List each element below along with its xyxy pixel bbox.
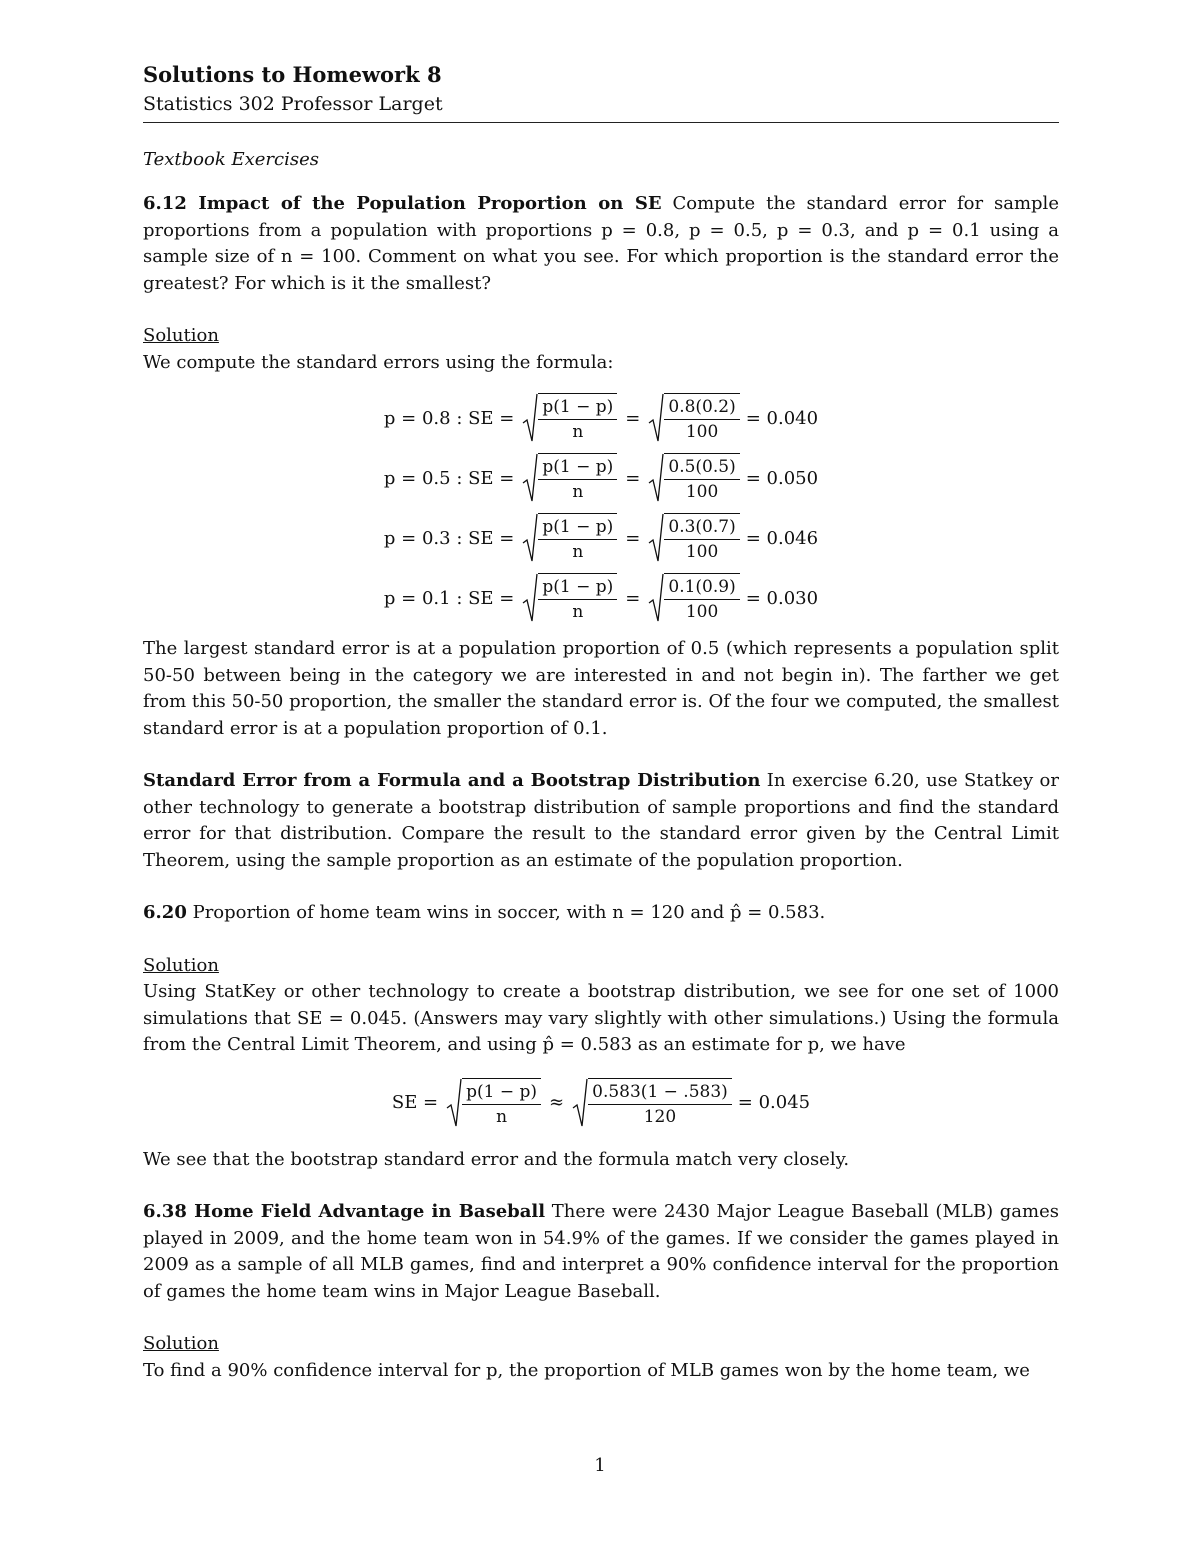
equation-block-6-12 — [143, 388, 1059, 628]
equation-line — [143, 508, 1059, 568]
radical-sign-icon — [522, 513, 538, 563]
eq-result: = 0.040 — [745, 407, 819, 429]
exercise-6-38-body: There were 2430 Major League Baseball (MLB) games played in 2009, and the home team won in 54.9% of the games. If we consider the games played in 2009 as a sample of all MLB games, find and interpret a 90% confidence interval for the proportion of games the home team wins in Major League Baseball. — [143, 1201, 1059, 1302]
eq-lhs: p = 0.5 : SE = — [383, 467, 515, 489]
solution-label-6-38 — [143, 1331, 1059, 1358]
eq-result: = 0.046 — [745, 527, 819, 549]
sqrt-generic — [522, 453, 617, 503]
eq-lhs: p = 0.3 : SE = — [383, 527, 515, 549]
equation-line — [143, 568, 1059, 628]
eq-result: = 0.045 — [737, 1092, 811, 1113]
exercise-6-12 — [143, 191, 1059, 297]
radical-sign-icon — [648, 453, 664, 503]
frac-numerator: p(1 − p) — [538, 396, 617, 420]
solution-intro-6-12: We compute the standard errors using the formula: — [143, 351, 614, 373]
solution-text-6-20: Using StatKey or other technology to create a bootstrap distribution, we see for one set of 1000 simulations that SE = 0.045. (Answers may vary slightly with other simulations.) Using the formula from the Central Limit Theorem, and using p̂ = 0.583 as an estimate for p, we have — [143, 981, 1059, 1055]
document-page — [143, 60, 1059, 1384]
exercise-6-38 — [143, 1199, 1059, 1305]
equation-6-20 — [143, 1067, 1059, 1139]
document-title: Solutions to Homework 8 — [143, 62, 442, 87]
closing-6-20: We see that the bootstrap standard error and the formula match very closely. — [143, 1148, 850, 1170]
page-number: 1 — [594, 1455, 606, 1476]
frac-numerator: p(1 − p) — [538, 576, 617, 600]
header-rule — [143, 122, 1059, 123]
frac-denominator: n — [572, 602, 584, 622]
equation-line — [143, 448, 1059, 508]
radical-sign-icon — [648, 513, 664, 563]
solution-text-6-38: To find a 90% confidence interval for p, the proportion of MLB games won by the home team, we — [143, 1359, 1030, 1381]
radical-sign-icon — [572, 1078, 588, 1128]
frac-denominator: 100 — [685, 602, 719, 622]
equation-line — [143, 388, 1059, 448]
exercise-6-20 — [143, 900, 1059, 927]
conclusion-6-12: The largest standard error is at a population proportion of 0.5 (which represents a population split 50-50 between being in the category we are interested in and not begin in). The farther we get from this 50-50 proportion, the smaller the standard error is. Of the four we computed, the smallest standard error is at a population proportion of 0.1. — [143, 638, 1059, 739]
frac-numerator: 0.8(0.2) — [664, 396, 739, 420]
solution-label: Solution — [143, 325, 219, 346]
solution-label: Solution — [143, 954, 219, 976]
sqrt-numeric — [572, 1078, 732, 1128]
sqrt-generic — [522, 513, 617, 563]
se-bootstrap-exercise — [143, 768, 1059, 874]
sqrt-generic — [446, 1078, 541, 1128]
exercise-6-12-heading: 6.12 Impact of the Population Proportion on SE — [143, 193, 662, 214]
radical-sign-icon — [648, 573, 664, 623]
sqrt-numeric — [648, 513, 739, 563]
sqrt-numeric — [648, 573, 739, 623]
radical-sign-icon — [522, 573, 538, 623]
sqrt-generic — [522, 573, 617, 623]
solution-label: Solution — [143, 1333, 219, 1354]
se-bootstrap-heading: Standard Error from a Formula and a Bootstrap Distribution — [143, 770, 761, 791]
frac-numerator: p(1 − p) — [538, 456, 617, 480]
sqrt-numeric — [648, 393, 739, 443]
exercise-6-20-body: Proportion of home team wins in soccer, with n = 120 and p̂ = 0.583. — [192, 902, 826, 923]
equals-sign: = — [625, 407, 641, 429]
frac-numerator: 0.5(0.5) — [664, 456, 739, 480]
frac-denominator: 100 — [685, 542, 719, 562]
frac-denominator: n — [496, 1106, 508, 1127]
se-bootstrap-body: In exercise 6.20, use Statkey or other technology to generate a bootstrap distribution of sample proportions and find the standard error for that distribution. Compare the result to the standard error given by the Central Limit Theorem, using the sample proportion as an estimate of the population proportion. — [143, 770, 1059, 871]
frac-numerator: 0.583(1 − .583) — [588, 1081, 732, 1105]
frac-numerator: 0.3(0.7) — [664, 516, 739, 540]
frac-denominator: n — [572, 482, 584, 502]
solution-label-6-20 — [143, 953, 1059, 980]
equals-sign: = — [625, 467, 641, 489]
eq-result: = 0.030 — [745, 587, 819, 609]
eq-lhs: p = 0.8 : SE = — [383, 407, 515, 429]
frac-numerator: p(1 − p) — [462, 1081, 541, 1105]
frac-denominator: 100 — [685, 482, 719, 502]
eq-lhs: p = 0.1 : SE = — [383, 587, 515, 609]
eq-result: = 0.050 — [745, 467, 819, 489]
solution-label-6-12 — [143, 323, 1059, 350]
sqrt-generic — [522, 393, 617, 443]
frac-numerator: p(1 − p) — [538, 516, 617, 540]
exercise-6-12-body: Compute the standard error for sample proportions from a population with proportions p = 0.8, p = 0.5, p = 0.3, and p = 0.1 using a sample size of n = 100. Comment on what you see. For which proportion is the standard error the greatest? For which is it the smallest? — [143, 193, 1059, 294]
exercise-6-20-heading: 6.20 — [143, 902, 187, 923]
frac-denominator: n — [572, 542, 584, 562]
radical-sign-icon — [446, 1078, 462, 1128]
radical-sign-icon — [648, 393, 664, 443]
section-label: Textbook Exercises — [143, 149, 319, 170]
frac-denominator: 120 — [643, 1106, 677, 1127]
radical-sign-icon — [522, 453, 538, 503]
equals-sign: = — [625, 527, 641, 549]
frac-denominator: n — [572, 422, 584, 442]
frac-numerator: 0.1(0.9) — [664, 576, 739, 600]
exercise-6-38-heading: 6.38 Home Field Advantage in Baseball — [143, 1201, 546, 1222]
eq-left: SE = — [391, 1092, 439, 1113]
approx-sign: ≈ — [549, 1092, 565, 1113]
equals-sign: = — [625, 587, 641, 609]
sqrt-numeric — [648, 453, 739, 503]
document-subtitle: Statistics 302 Professor Larget — [143, 93, 443, 115]
frac-denominator: 100 — [685, 422, 719, 442]
radical-sign-icon — [522, 393, 538, 443]
